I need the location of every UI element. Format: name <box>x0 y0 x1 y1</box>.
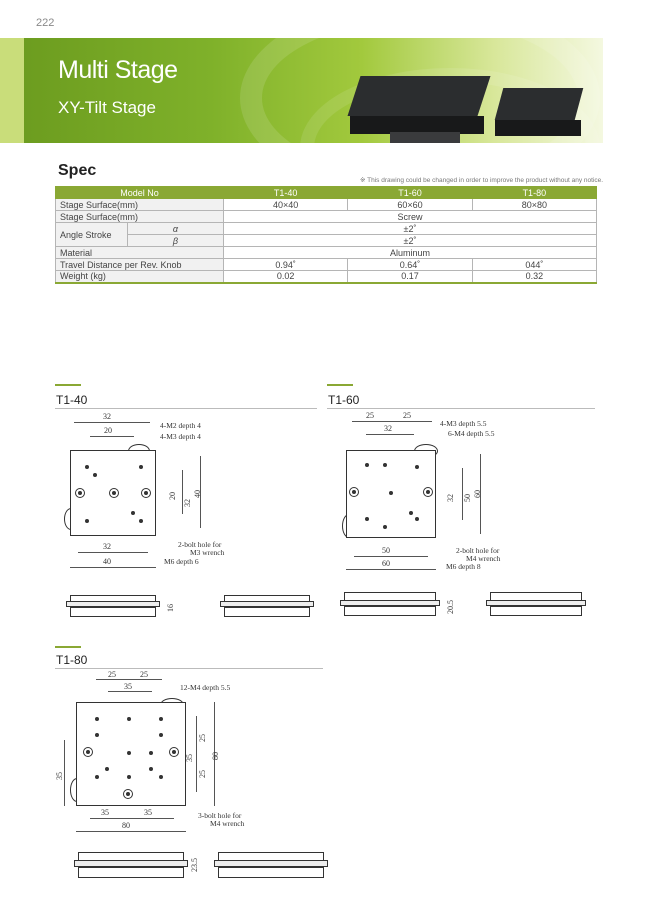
cell: 0.94˚ <box>224 259 348 271</box>
dim-label: 16 <box>166 604 175 612</box>
callout-t180-2b: M4 wrench <box>210 819 245 828</box>
dim-label: 25 <box>108 670 116 679</box>
dim-label: 35 <box>55 772 64 780</box>
side-view-t180-a <box>74 848 188 884</box>
callout-t160-2: 6-M4 depth 5.5 <box>448 429 495 438</box>
section-rule <box>55 668 323 669</box>
drawing-title-t160: T1-60 <box>328 393 360 407</box>
dim-label: 32 <box>446 494 455 502</box>
cell: 0.64˚ <box>348 259 472 271</box>
callout-t160-1: 4-M3 depth 5.5 <box>440 419 487 428</box>
spec-note: ※ This drawing could be changed in order to improve the product without any notice. <box>360 177 604 184</box>
dim-line <box>74 422 150 423</box>
dim-label: 25 <box>366 411 374 420</box>
dim-label: 32 <box>103 412 111 421</box>
dim-label: 35 <box>144 808 152 817</box>
drawing-title-t140: T1-40 <box>56 393 88 407</box>
table-row <box>56 271 597 283</box>
callout-t140-4: M6 depth 6 <box>164 557 199 566</box>
row-sublabel: α <box>128 223 224 235</box>
callout-t140-3b: M3 wrench <box>190 548 225 557</box>
table-row <box>56 199 597 211</box>
page-subtitle: XY-Tilt Stage <box>58 98 156 117</box>
table-row <box>56 247 597 259</box>
section-accent <box>55 646 81 648</box>
product-photo-small <box>495 88 585 143</box>
dim-line <box>76 831 186 832</box>
dim-label: 25 <box>198 734 207 742</box>
dim-label: 60 <box>473 490 482 498</box>
dim-label: 35 <box>185 754 194 762</box>
dim-label: 32 <box>384 424 392 433</box>
callout-t160-4: M6 depth 8 <box>446 562 481 571</box>
dim-label: 20 <box>104 426 112 435</box>
col-header: Model No <box>56 187 224 199</box>
section-rule <box>327 408 595 409</box>
page-title: Multi Stage <box>58 56 178 84</box>
callout-t180-1: 12-M4 depth 5.5 <box>180 683 231 692</box>
dim-line <box>196 716 197 792</box>
product-photo-large <box>350 76 490 143</box>
callout-t180-2: 3-bolt hole for <box>198 811 242 820</box>
section-accent <box>55 384 81 386</box>
dim-label: 20 <box>168 492 177 500</box>
dim-line <box>366 434 414 435</box>
banner-accent <box>0 38 24 143</box>
cell: 0.02 <box>224 271 348 283</box>
spec-header-row <box>56 187 597 199</box>
cell: 0.17 <box>348 271 472 283</box>
dim-label: 25 <box>198 770 207 778</box>
dim-line <box>352 421 432 422</box>
dim-line <box>96 679 162 680</box>
side-view-t160-b <box>486 588 586 622</box>
dim-label: 80 <box>211 752 220 760</box>
plate-t180-top-view <box>76 702 186 806</box>
dim-label: 50 <box>463 494 472 502</box>
cell: Screw <box>224 211 597 223</box>
table-row <box>56 211 597 223</box>
dim-label: 60 <box>382 559 390 568</box>
row-label: Stage Surface(mm) <box>56 199 224 211</box>
callout-t160-3: 2-bolt hole for <box>456 546 500 555</box>
row-sublabel: β <box>128 235 224 247</box>
dim-label: 40 <box>193 490 202 498</box>
header-banner <box>0 38 603 143</box>
plate-t140-top-view <box>70 450 156 536</box>
cell: Aluminum <box>224 247 597 259</box>
cell: 044˚ <box>472 259 596 271</box>
side-view-t160-a <box>340 588 440 622</box>
spec-table <box>55 186 597 284</box>
dim-label: 80 <box>122 821 130 830</box>
dim-line <box>90 818 174 819</box>
spec-heading: Spec <box>58 162 97 179</box>
col-header: T1-80 <box>472 187 596 199</box>
dim-label: 35 <box>124 682 132 691</box>
callout-t140-1: 4-M2 depth 4 <box>160 421 201 430</box>
dim-label: 40 <box>103 557 111 566</box>
row-label: Weight (kg) <box>56 271 224 283</box>
dim-label: 35 <box>101 808 109 817</box>
callout-t160-3b: M4 wrench <box>466 554 501 563</box>
side-view-t180-b <box>214 848 328 884</box>
dim-label: 25 <box>140 670 148 679</box>
cell: 0.32 <box>472 271 596 283</box>
row-label: Material <box>56 247 224 259</box>
dim-line <box>64 740 65 806</box>
dim-line <box>70 567 156 568</box>
plate-t160-top-view <box>346 450 436 538</box>
dim-label: 23.5 <box>190 858 199 872</box>
row-label: Angle Stroke <box>56 223 128 247</box>
dim-label: 25 <box>403 411 411 420</box>
dim-line <box>354 556 428 557</box>
callout-t140-2: 4-M3 depth 4 <box>160 432 201 441</box>
row-label: Stage Surface(mm) <box>56 211 224 223</box>
side-view-t140-b <box>220 589 314 623</box>
dim-line <box>108 691 152 692</box>
dim-label: 32 <box>103 542 111 551</box>
cell: ±2˚ <box>224 235 597 247</box>
drawing-title-t180: T1-80 <box>56 653 88 667</box>
dim-label: 32 <box>183 499 192 507</box>
cell: ±2˚ <box>224 223 597 235</box>
callout-t140-3: 2-bolt hole for <box>178 540 222 549</box>
dim-label: 50 <box>382 546 390 555</box>
page-number: 222 <box>36 17 55 29</box>
table-row <box>56 235 597 247</box>
dim-line <box>182 470 183 514</box>
table-row <box>56 259 597 271</box>
cell: 80×80 <box>472 199 596 211</box>
dim-line <box>78 552 148 553</box>
side-view-t140-a <box>66 589 160 623</box>
cell: 60×60 <box>348 199 472 211</box>
cell: 40×40 <box>224 199 348 211</box>
section-accent <box>327 384 353 386</box>
dim-line <box>346 569 436 570</box>
table-row <box>56 223 597 235</box>
section-rule <box>55 408 317 409</box>
col-header: T1-60 <box>348 187 472 199</box>
dim-label: 20.5 <box>446 600 455 614</box>
dim-line <box>90 436 134 437</box>
row-label: Travel Distance per Rev. Knob <box>56 259 224 271</box>
col-header: T1-40 <box>224 187 348 199</box>
